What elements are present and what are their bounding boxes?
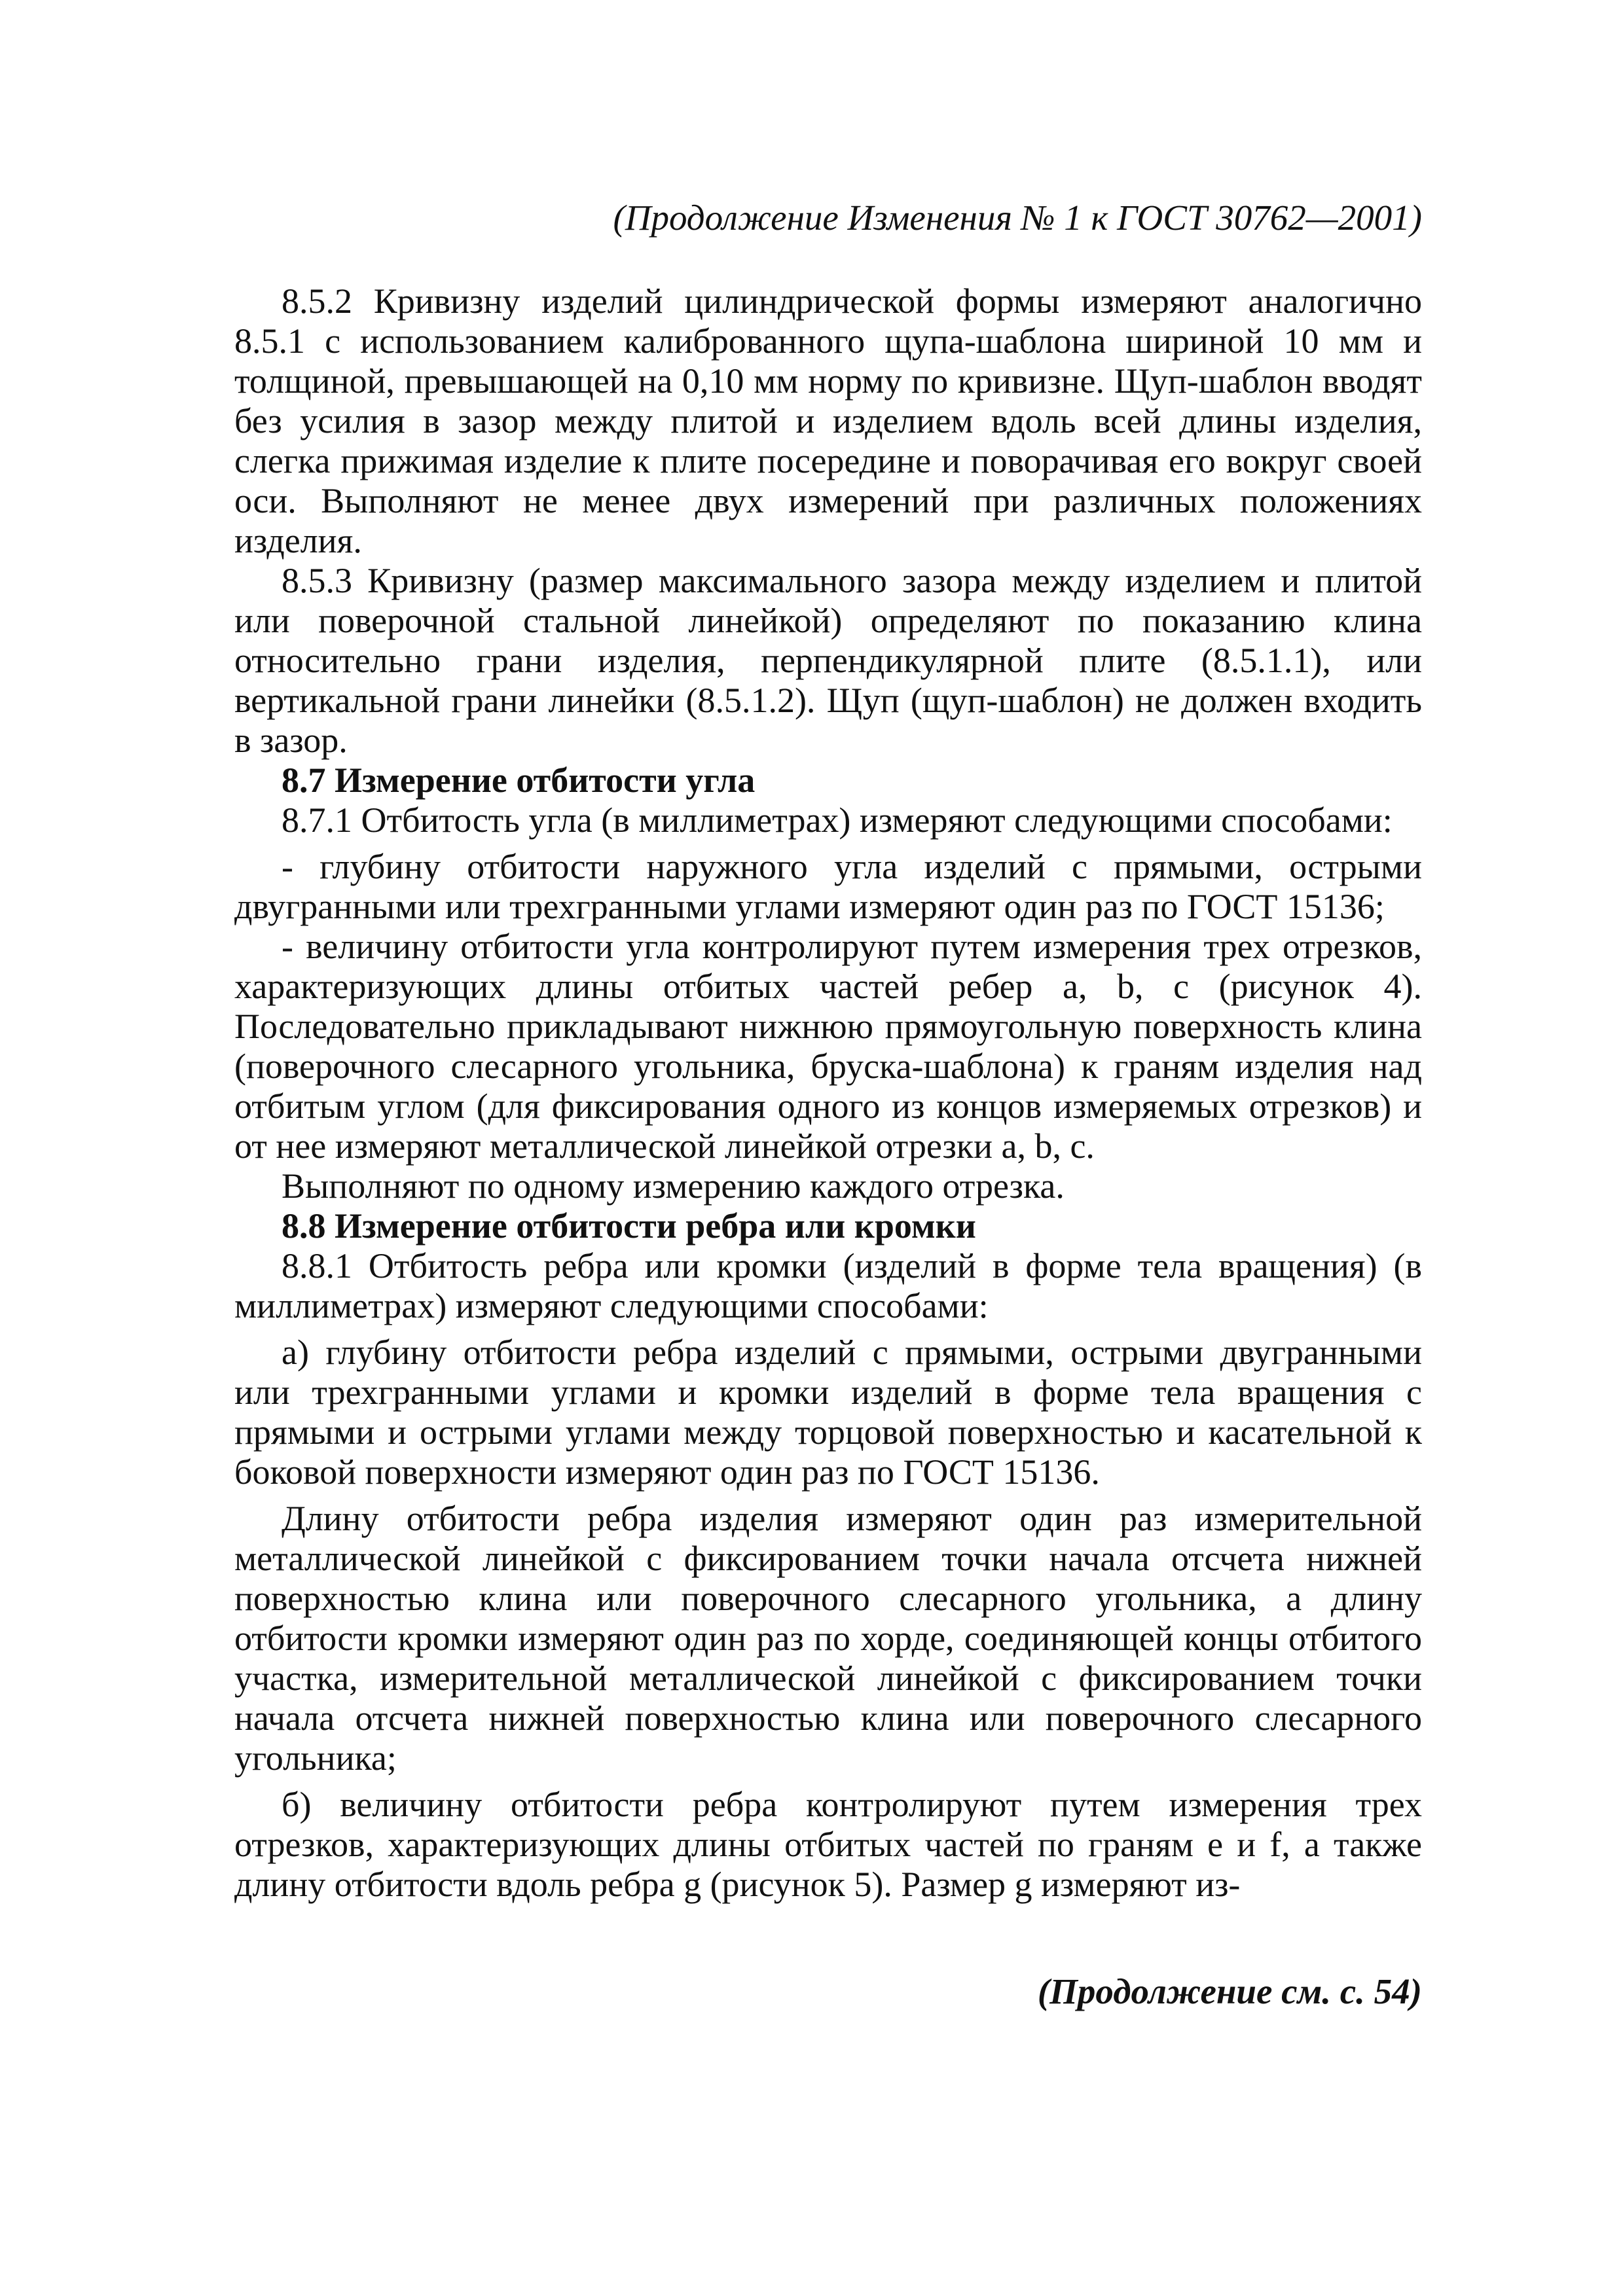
list-item-edge-size: б) величину отбитости ребра контролируют путем измерения трех отрезков, характеризующих длины отбитых частей по граням e и f, а также длину отбитости вдоль ребра g (рисунок 5). Размер g измеряют из-: [234, 1785, 1422, 1904]
paragraph-one-measurement: Выполняют по одному измерению каждого отрезка.: [282, 1166, 1065, 1206]
paragraph-8-7-1: 8.7.1 Отбитость угла (в миллиметрах) измеряют следующими способами:: [282, 800, 1393, 840]
paragraph-8-5-2: 8.5.2 Кривизну изделий цилиндрической формы измеряют аналогично 8.5.1 с использованием калиброванного щупа-шаблона шириной 10 мм и толщиной, превышающей на 0,10 мм норму по кривизне. Щуп-шаблон вводят без усилия в зазор между плитой и изделием вдоль всей длины изделия, слегка прижимая изделие к плите посередине и поворачивая его вокруг своей оси. Выполняют не менее двух измерений при различных положениях изделия.: [234, 281, 1422, 560]
paragraph-8-8-1: 8.8.1 Отбитость ребра или кромки (изделий в форме тела вращения) (в миллиметрах) измеряют следующими способами:: [234, 1246, 1422, 1325]
list-item-angle-depth: - глубину отбитости наружного угла изделий с прямыми, острыми двугранными или трехгранными углами измеряют один раз по ГОСТ 15136;: [234, 847, 1422, 926]
paragraph-edge-length: Длину отбитости ребра изделия измеряют один раз измерительной металлической линейкой с фиксированием точки начала отсчета нижней поверхностью клина или поверочного слесарного угольника, а длину отбитости кромки измеряют один раз по хорде, соединяющей концы отбитого участка, измерительной металлической линейкой с фиксированием точки начала отсчета нижней поверхностью клина или поверочного слесарного угольника;: [234, 1499, 1422, 1778]
header-continuation: (Продолжение Изменения № 1 к ГОСТ 30762—2001): [613, 198, 1422, 238]
footer-continuation: (Продолжение см. с. 54): [1037, 1971, 1422, 2011]
section-heading-8-7: 8.7 Измерение отбитости угла: [282, 761, 756, 800]
section-heading-8-8: 8.8 Измерение отбитости ребра или кромки: [282, 1206, 976, 1246]
paragraph-8-5-3: 8.5.3 Кривизну (размер максимального зазора между изделием и плитой или поверочной стальной линейкой) определяют по показанию клина относительно грани изделия, перпендикулярной плите (8.5.1.1), или вертикальной грани линейки (8.5.1.2). Щуп (щуп-шаблон) не должен входить в зазор.: [234, 561, 1422, 760]
document-body: [234, 281, 1422, 1905]
list-item-angle-size: - величину отбитости угла контролируют путем измерения трех отрезков, характеризующих длины отбитых частей ребер a, b, c (рисунок 4). Последовательно прикладывают нижнюю прямоугольную поверхность клина (поверочного слесарного угольника, бруска-шаблона) к граням изделия над отбитым углом (для фиксирования одного из концов измеряемых отрезков) и от нее измеряют металлической линейкой отрезки a, b, c.: [234, 927, 1422, 1166]
list-item-edge-depth: а) глубину отбитости ребра изделий с прямыми, острыми двугранными или трехгранными углами и кромки изделий в форме тела вращения с прямыми и острыми углами между торцовой поверхностью и касательной к боковой поверхности измеряют один раз по ГОСТ 15136.: [234, 1333, 1422, 1492]
